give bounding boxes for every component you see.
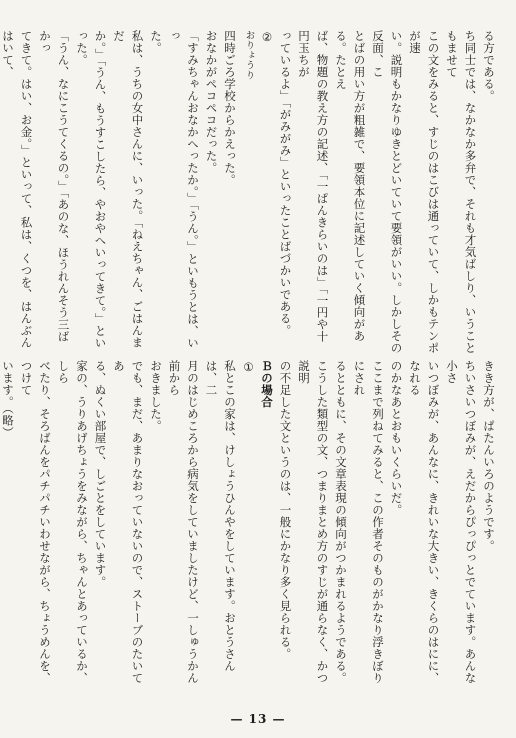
lower-text-line: ちいさいつぼみが、えだからぴっぴっとでています。あんな小さ: [445, 360, 478, 684]
lower-text-line: の不足した文というのは、一般にかなり多く見られる。: [278, 360, 293, 660]
lower-text-line: 月のはじめころから病気をしていましたけど、一しゅうかん前から: [167, 360, 200, 684]
lower-text-line: こうした類型の文、つまりまとめ方のすじが通らなく、かつ説明: [297, 360, 330, 684]
lower-text-line: おきました。: [149, 360, 163, 432]
upper-text-line: か。」「うん、もうすこしたら、やおやへいってきて。」といった。: [75, 30, 108, 349]
upper-text-line: い。説明もかなりゆきとどいていて要領がいい。しかしその反面、こ: [371, 30, 404, 354]
upper-text-line: た。: [149, 30, 163, 54]
upper-text-line: てきて。はい、お金。」といって、私は、くつを、はんぶんはいて、: [1, 30, 34, 349]
lower-text-line: るとともに、その文章表現の傾向がつかまれるようである。: [334, 360, 348, 684]
lower-text-line: のかなあとおもいくらいだ。: [389, 360, 404, 516]
lower-text-line: います。（略）: [1, 360, 15, 439]
lower-text-line: る、ぬくい部屋で、しごとをしています。: [93, 360, 108, 588]
upper-text-line: る方である。: [482, 30, 496, 102]
lower-text-line: べたり、そろばんをパチパチいわせながら、ちょうめんを、つけて: [19, 360, 52, 684]
upper-text-line: この文をみると、すじのはこびは通っていて、しかもテンポが速: [408, 30, 441, 354]
lower-text-line: きき方が、ぱたんいろのようです。: [482, 360, 496, 552]
upper-text-line: ち同士では、なかなか多弁で、それも才気ばしり、いうこともませて: [445, 30, 478, 354]
lower-text-block: [1, 360, 498, 690]
upper-text-line: おなかがペコペコだった。: [204, 30, 219, 174]
upper-text-line: ②: [260, 30, 274, 45]
upper-text-block: [1, 30, 498, 354]
lower-text-line: いつぼみが、あんなに、きれいな大きい、きくらのはにに、なれる: [408, 360, 441, 684]
section-divider: [18, 356, 498, 357]
lower-text-line: Ｂの場合: [260, 360, 274, 408]
upper-text-line: おりょうり: [243, 30, 255, 80]
upper-text-line: 「すみちゃんおなかへったか。」「うん。」といもうとは、いっ: [167, 30, 200, 349]
lower-text-line: ここまで列ねてみると、この作者そのものがかなり浮きぼりにされ: [352, 360, 385, 684]
upper-text-line: っているよ」「がみがみ」といったことばづかいである。: [278, 30, 293, 337]
lower-text-line: 私とこの家は、けしょうひんやをしています。おとうさんは、二: [204, 360, 237, 672]
lower-text-line: ①: [241, 360, 256, 375]
upper-text-line: ば、物題の教え方の記述、「一ぱんきらいのは」「一円や十円玉ちが: [297, 30, 330, 343]
lower-text-line: でも、まだ、あまりなおっていないので、ストーブのたいてあ: [112, 360, 145, 684]
upper-text-line: 「うん、なにこうてくるの。」「あのな、ほうれんそう三ばかっ: [38, 30, 71, 343]
upper-text-line: 私は、うちの女中さんに、いった。「ねえちゃん、ごはんまだ: [112, 30, 145, 349]
page-number: — 13 —: [230, 712, 286, 726]
lower-text-line: 家の、うりあげちょうをみながら、ちゃんとあっているか、しら: [56, 360, 89, 684]
upper-text-line: 四時ごろ学校からかえった。: [223, 30, 237, 186]
upper-text-line: とばの用い方が粗雑で、要領本位に記述していく傾向がある。たとえ: [334, 30, 367, 342]
